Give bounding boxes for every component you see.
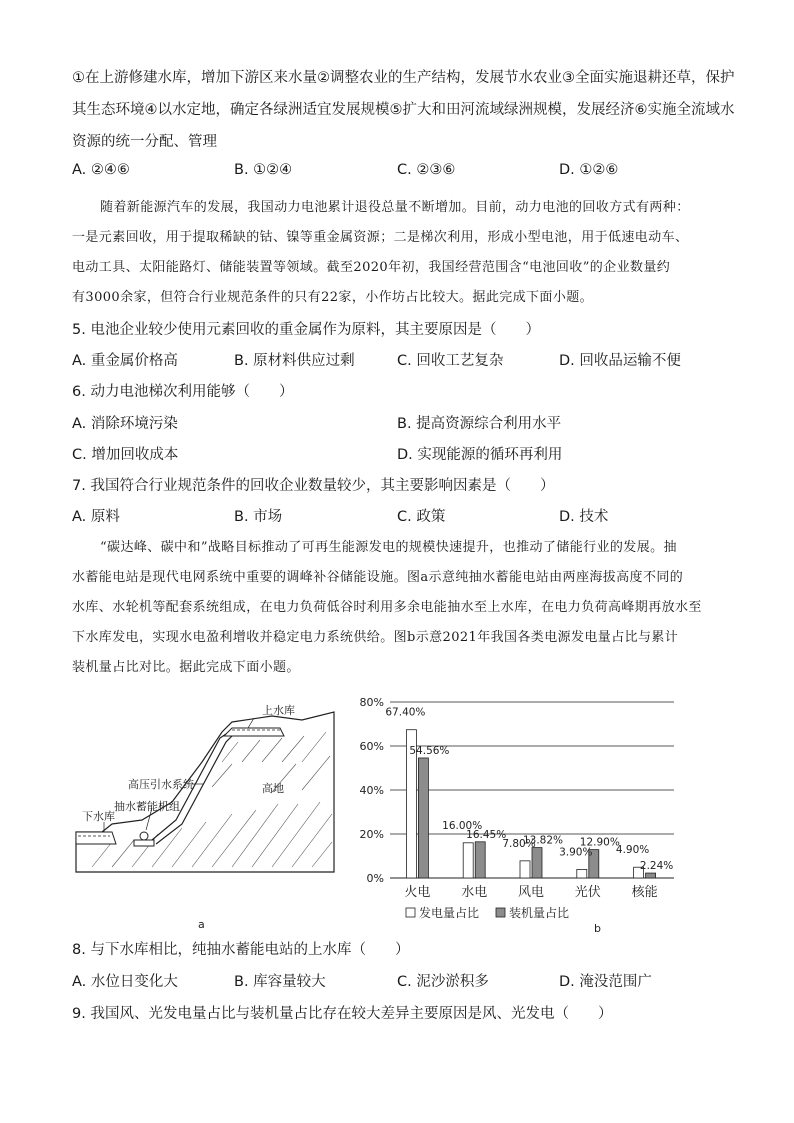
passage-line: 随着新能源汽车的发展，我国动力电池累计退役总量不断增加。目前，动力电池的回收方式有两种： — [100, 200, 690, 215]
data-label: 16.00% — [442, 819, 483, 832]
option-b: B. 提高资源综合利用水平 — [397, 416, 562, 432]
option-a: A. 消除环境污染 — [72, 416, 178, 432]
y-tick-label: 20% — [359, 828, 384, 841]
lower-reservoir-label: 下水库 — [82, 810, 115, 823]
option-b: B. 原材料供应过剩 — [234, 353, 355, 369]
penstock-label: 高压引水系统 — [128, 778, 194, 791]
option-a: A. 重金属价格高 — [72, 353, 178, 369]
power-share-bar-chart — [344, 688, 684, 938]
data-label: 4.90% — [615, 844, 650, 857]
bar-generation-share — [577, 869, 587, 878]
y-tick-label: 80% — [359, 696, 384, 709]
x-tick-label: 风电 — [517, 885, 545, 900]
option-c: C. 泥沙淤积多 — [397, 974, 489, 990]
question-stem: 7. 我国符合行业规范条件的回收企业数量较少，其主要影响因素是（ ） — [72, 478, 555, 494]
data-label: 67.40% — [385, 706, 426, 719]
question-stem: 5. 电池企业较少使用元素回收的重金属作为原料，其主要原因是（ ） — [72, 322, 540, 338]
data-label: 54.56% — [409, 744, 450, 757]
upper-reservoir-label: 上水库 — [262, 704, 295, 717]
x-tick-label: 火电 — [404, 885, 431, 900]
data-label: 12.90% — [579, 836, 620, 849]
highland-label: 高地 — [262, 782, 284, 795]
x-tick-label: 核能 — [631, 885, 658, 900]
data-label: 13.82% — [522, 834, 564, 847]
legend-label-capacity: 装机量占比 — [509, 906, 570, 920]
option-d: D. 实现能源的循环再利用 — [397, 447, 563, 463]
bar-capacity-share — [475, 842, 485, 878]
data-label: 2.24% — [639, 860, 674, 873]
question-stem: 6. 动力电池梯次利用能够（ ） — [72, 384, 294, 400]
option-d: D. 技术 — [559, 509, 609, 525]
option-a: A. ②④⑥ — [72, 162, 130, 178]
data-label: 7.80% — [502, 837, 536, 850]
pump-unit-symbol — [140, 832, 148, 840]
bar-capacity-share — [646, 873, 656, 878]
chart-legend — [406, 905, 569, 920]
option-a: A. 水位日变化大 — [72, 974, 178, 990]
option-d: D. ①②⑥ — [559, 162, 619, 178]
option-b: B. ①②④ — [234, 162, 293, 178]
intro-line-2: 其生态环境④以水定地，确定各绿洲适宜发展规模⑤扩大和田河流域绿洲规模，发展经济⑥实施全流域水 — [72, 102, 735, 118]
x-tick-label: 光伏 — [574, 885, 601, 900]
question-stem: 8. 与下水库相比，纯抽水蓄能电站的上水库（ ） — [72, 942, 410, 958]
passage-line: “碳达峰、碳中和”战略目标推动了可再生能源发电的规模快速提升，也推动了储能行业的发展。抽 — [100, 540, 677, 555]
y-tick-label: 40% — [359, 784, 384, 797]
chart-y-tick-labels — [360, 696, 384, 885]
option-c: C. 回收工艺复杂 — [397, 353, 504, 369]
hill-outline — [76, 712, 334, 872]
option-b: B. 库容量较大 — [234, 974, 326, 990]
passage-line: 下水库发电，实现水电盈利增收并稳定电力系统供给。图b示意2021年我国各类电源发电量占比与累计 — [72, 630, 679, 645]
question-stem: 9. 我国风、光发电量占比与装机量占比存在较大差异主要原因是风、光发电（ ） — [72, 1006, 613, 1022]
figure-a-caption: a — [198, 918, 205, 931]
data-label: 16.45% — [466, 828, 507, 841]
x-tick-label: 水电 — [461, 885, 488, 900]
pump-unit-label: 抽水蓄能机组 — [114, 800, 180, 813]
intro-line-3: 资源的统一分配、管理 — [72, 134, 217, 150]
passage-line: 一是元素回收，用于提取稀缺的钴、镍等重金属资源；二是梯次利用，形成小型电池，用于低速电动车、 — [72, 230, 689, 245]
option-b: B. 市场 — [234, 509, 283, 525]
option-c: C. ②③⑥ — [397, 162, 456, 178]
bar-generation-share — [520, 861, 530, 878]
lower-reservoir-basin — [76, 832, 116, 844]
passage-line: 有3000余家，但符合行业规范条件的只有22家，小作坊占比较大。据此完成下面小题。 — [72, 290, 594, 305]
passage-line: 水库、水轮机等配套系统组成，在电力负荷低谷时利用多余电能抽水至上水库，在电力负荷高峰期再放水至 — [72, 600, 702, 615]
y-tick-label: 60% — [359, 740, 384, 753]
bar-generation-share — [463, 843, 473, 878]
pump-unit-base — [134, 840, 154, 846]
figure-b-caption: b — [594, 922, 601, 935]
chart-x-tick-labels — [404, 884, 657, 900]
passage-line: 电动工具、太阳能路灯、储能装置等领域。截至2020年初，我国经营范围含“电池回收”的企业数量约 — [72, 260, 671, 275]
data-label: 3.90% — [559, 846, 593, 859]
option-c: C. 政策 — [397, 509, 446, 525]
option-c: C. 增加回收成本 — [72, 447, 179, 463]
option-d: D. 淹没范围广 — [559, 974, 652, 990]
passage-line: 装机量占比对比。据此完成下面小题。 — [72, 660, 300, 675]
bar-capacity-share — [532, 848, 542, 878]
option-d: D. 回收品运输不便 — [559, 353, 681, 369]
passage-line: 水蓄能电站是现代电网系统中重要的调峰补谷储能设施。图a示意纯抽水蓄能电站由两座海拔高度不同的 — [72, 570, 684, 585]
legend-label-generation: 发电量占比 — [419, 906, 480, 920]
bar-capacity-share — [418, 758, 428, 878]
upper-reservoir-basin — [224, 728, 284, 736]
legend-swatch-capacity — [496, 908, 505, 917]
y-tick-label: 0% — [366, 872, 384, 885]
pumped-storage-diagram — [72, 692, 342, 932]
legend-swatch-generation — [406, 908, 415, 917]
intro-line-1: ①在上游修建水库，增加下游区来水量②调整农业的生产结构，发展节水农业③全面实施退耕还草，保护 — [72, 70, 735, 86]
option-a: A. 原料 — [72, 509, 120, 525]
